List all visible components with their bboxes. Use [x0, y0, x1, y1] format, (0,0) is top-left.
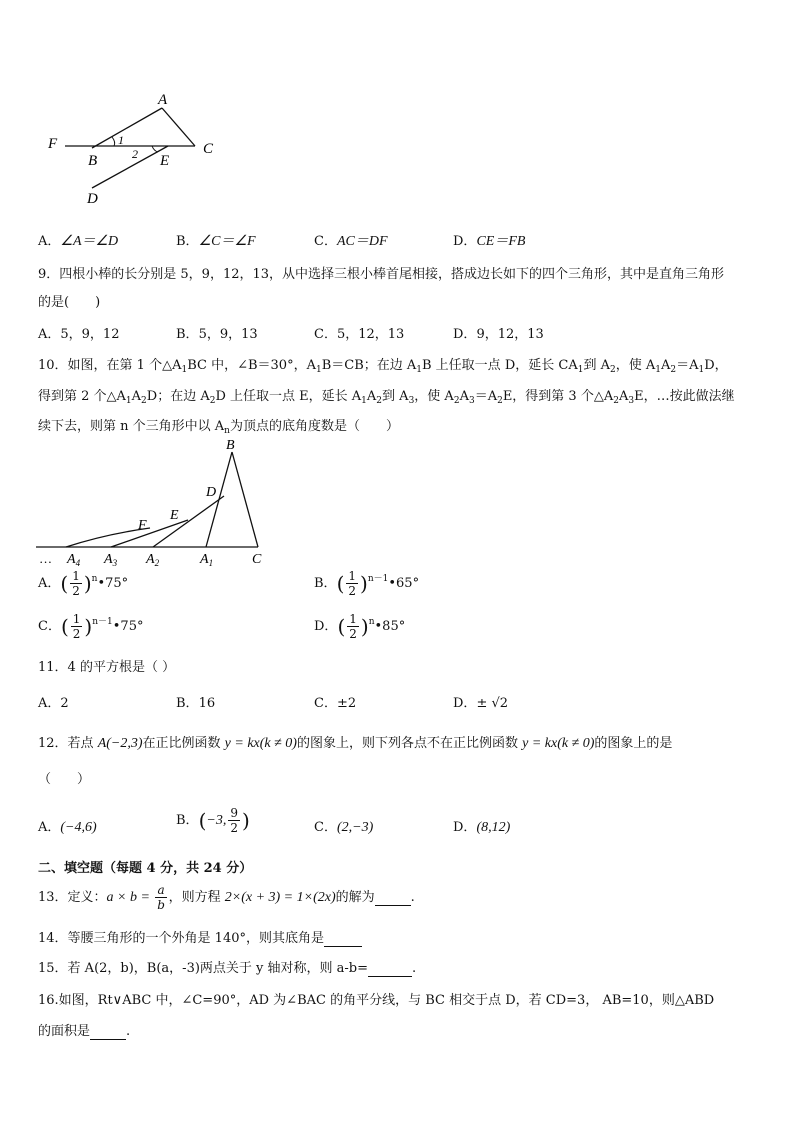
q16-answer-blank[interactable] [90, 1024, 126, 1040]
q8-option-c[interactable]: C．AC＝DF [314, 234, 388, 249]
label-angle-1: 1 [118, 133, 124, 147]
q16-stem-line1: 16.如图，Rt∨ABC 中，∠C=90°，AD 为∠BAC 的角平分线，与 BC 相交于点 D，若 CD=3， AB=10，则△ABD [38, 993, 715, 1008]
q12-option-d[interactable]: D．(8,12) [453, 820, 511, 835]
angle-1-arc [112, 137, 115, 146]
label-b: B [88, 153, 98, 169]
q9-stem-line1: 9．四根小棒的长分别是 5，9，12，13，从中选择三根小棒首尾相接，搭成边长如下的四个三角形，其中是直角三角形 [38, 267, 725, 282]
q12-option-b[interactable]: B．(−3, $\frac{9}{2}$ ) [176, 806, 250, 835]
label-a1: $A_1$ [200, 552, 214, 568]
q12-option-a[interactable]: A．(−4,6) [38, 820, 97, 835]
q10-option-b[interactable]: B．( $\frac{1}{2}$ )$^{n-1}$•65° [314, 569, 420, 598]
q10-option-a[interactable]: A．( $\frac{1}{2}$ )$^n$•75° [38, 569, 129, 598]
triangle-chain-figure-q10 [36, 436, 276, 570]
label-f: F [138, 518, 147, 533]
label-e: E [160, 153, 170, 169]
q13-answer-blank[interactable] [375, 890, 411, 906]
q14-answer-blank[interactable] [324, 931, 362, 947]
label-c: C [252, 552, 262, 567]
q8-option-a[interactable]: A．∠A＝∠D [38, 234, 119, 249]
label-a2: $A_2$ [146, 552, 160, 568]
q10-option-d[interactable]: D．( $\frac{1}{2}$ )$^n$•85° [314, 612, 406, 641]
label-a3: $A_3$ [104, 552, 118, 568]
label-d: D [87, 191, 98, 207]
label-a: A [158, 92, 168, 108]
q15-stem: 15．若 A(2，b)，B(a，-3)两点关于 y 轴对称，则 a-b= . [38, 961, 417, 976]
label-a4: $A_4$ [67, 552, 81, 568]
segment-de [92, 146, 168, 188]
q9-option-a[interactable]: A．5，9，12 [38, 327, 120, 342]
q11-option-b[interactable]: B．16 [176, 696, 216, 711]
q10-stem-line1: 10．如图，在第 1 个$\triangle A_1BC$ 中，∠B＝30°，$A_1B=CB$；在边 $A_1B$ 上任取一点 D，延长 $CA_1$到 $A_2$，使 $A_1A_2=A_1D$， [38, 358, 728, 375]
q12-stem-line2: （ ） [38, 772, 91, 787]
q13-stem: 13．定义：a × b = $\frac{a}{b}$ ，则方程 2×(x + 3) = 1×(2x)的解为 . [38, 883, 415, 912]
q12-stem-line1: 12．若点 A(−2,3)在正比例函数 y = kx(k ≠ 0)的图象上，则下列各点不在正比例函数 y = kx(k ≠ 0)的图象上的是 [38, 736, 673, 751]
triangle-figure-q8 [40, 88, 230, 210]
q10-stem-line3: 续下去，则第 n 个三角形中以 $A_n$为顶点的底角度数是（ ） [38, 419, 399, 436]
q11-option-d[interactable]: D．± √2 [453, 696, 509, 711]
segment-ab [92, 108, 162, 148]
label-d: D [206, 485, 217, 500]
label-c: C [203, 141, 214, 157]
q14-stem: 14．等腰三角形的一个外角是 140°，则其底角是 [38, 927, 362, 947]
q9-option-c[interactable]: C．5，12，13 [314, 327, 405, 342]
label-angle-2: 2 [132, 147, 138, 161]
q16-stem-line2: 的面积是 . [38, 1024, 131, 1039]
q10-option-c[interactable]: C．( $\frac{1}{2}$ )$^{n-1}$•75° [38, 612, 144, 641]
label-b: B [226, 438, 235, 453]
angle-2-arc [152, 146, 158, 152]
q8-option-d[interactable]: D．CE＝FB [453, 234, 526, 249]
q10-stem-line2: 得到第 2 个$\triangle A_1A_2D$；在边 $A_2D$ 上任取一点 E，延长 $A_1A_2$到 $A_3$，使 $A_2A_3=A_2E$，得到第 3 个$\triangle A_2A_3E$，…按此做法继 [38, 389, 735, 406]
segment-bc [232, 452, 258, 547]
q9-stem-line2: 的是( ) [38, 295, 101, 310]
segment-a3e [111, 520, 188, 547]
q9-option-b[interactable]: B．5，9，13 [176, 327, 258, 342]
q15-answer-blank[interactable] [368, 961, 412, 977]
segment-ac [162, 108, 195, 146]
q11-option-a[interactable]: A．2 [38, 696, 69, 711]
section-title-fill-in: 二、填空题（每题 4 分，共 24 分） [38, 861, 253, 876]
q12-option-c[interactable]: C．(2,−3) [314, 820, 374, 835]
q11-stem: 11．4 的平方根是（ ） [38, 660, 176, 675]
q8-option-b[interactable]: B．∠C＝∠F [176, 234, 256, 249]
label-e: E [170, 508, 179, 523]
q11-option-c[interactable]: C．±2 [314, 696, 357, 711]
label-f: F [48, 136, 58, 152]
q9-option-d[interactable]: D．9，12，13 [453, 327, 544, 342]
label-dots: … [40, 551, 52, 566]
